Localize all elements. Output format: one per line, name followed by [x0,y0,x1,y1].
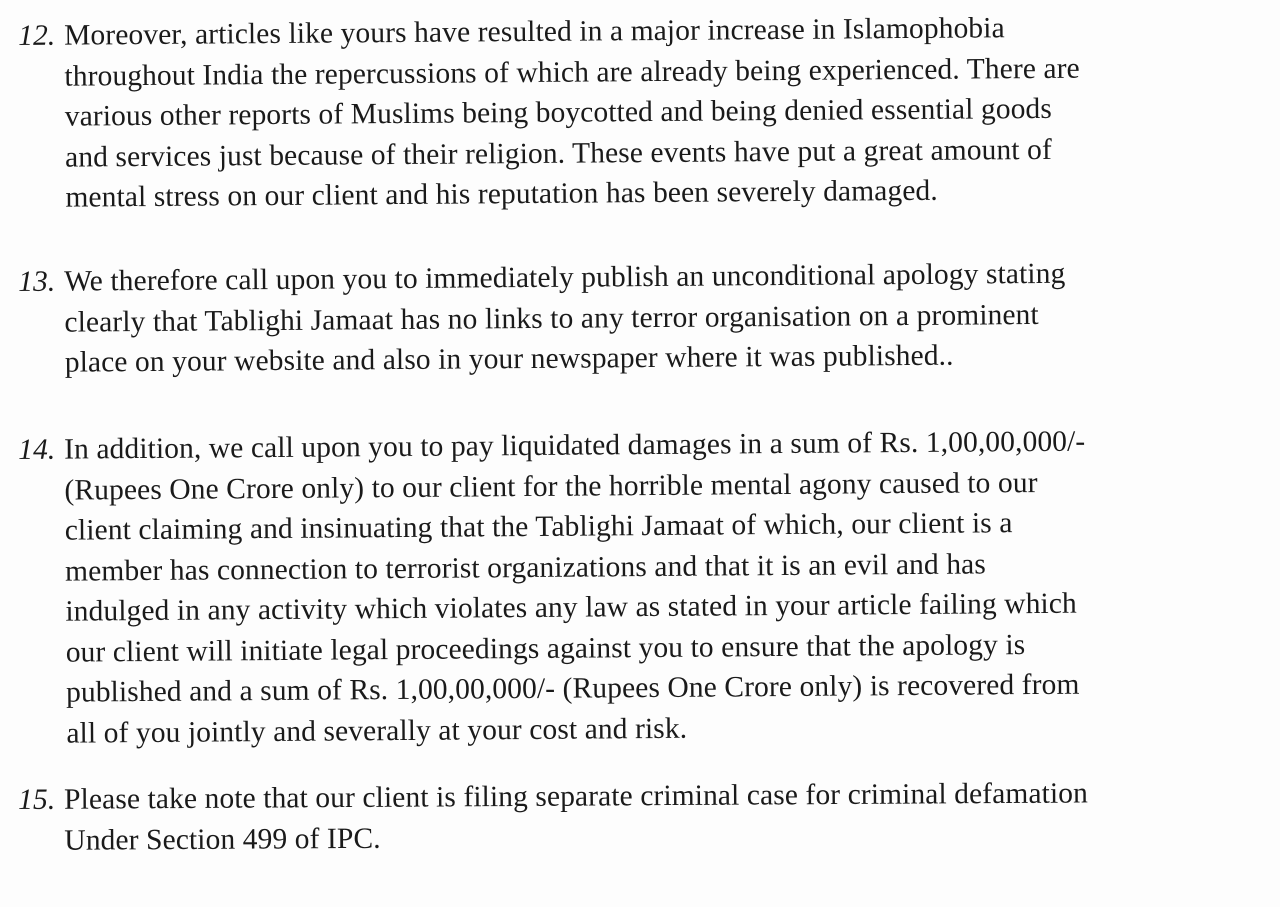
paragraph-text: Moreover, articles like yours have resulted in a major increase in Islamophobia [64,12,1005,52]
paragraph-number: 15. [18,783,56,816]
paragraph-line: Under Section 499 of IPC. [64,822,381,857]
paragraph-line: various other reports of Muslims being boycotted and being denied essential goods [64,92,1053,133]
paragraph-line: and services just because of their religion. These events have put a great amount of [64,133,1052,174]
paragraph-15 [18,772,1268,861]
paragraph-text: Please take note that our client is filing separate criminal case for criminal defamation [64,777,1089,816]
paragraph-line: throughout India the repercussions of which are already being experienced. There are [64,52,1080,93]
paragraph-line: place on your website and also in your newspaper where it was published.. [64,339,954,379]
paragraph-14 [18,420,1271,754]
paragraph-12 [18,6,1270,218]
paragraph-line: all of you jointly and severally at your cost and risk. [66,712,688,750]
paragraph-line [18,772,1268,820]
paragraph-number: 13. [18,265,56,298]
paragraph-line: mental stress on our client and his reputation has been severely damaged. [65,174,938,214]
paragraph-13 [18,252,1269,383]
paragraph-line: our client will initiate legal proceedings against you to ensure that the apology is [65,628,1026,669]
paragraph-number: 12. [18,19,56,52]
paragraph-line: clearly that Tablighi Jamaat has no links to any terror organisation on a prominent [64,298,1039,339]
paragraph-line: indulged in any activity which violates any law as stated in your article failing which [65,587,1077,628]
paragraph-number: 14. [18,433,56,466]
paragraph-line: member has connection to terrorist organizations and that it is an evil and has [64,547,987,588]
paragraph-line: client claiming and insinuating that the Tablighi Jamaat of which, our client is a [64,507,1013,547]
paragraph-line: published and a sum of Rs. 1,00,00,000/- (Rupees One Crore only) is recovered from [65,668,1080,709]
paragraph-text: In addition, we call upon you to pay liquidated damages in a sum of Rs. 1,00,00,000/- [64,425,1086,466]
paragraph-line: (Rupees One Crore only) to our client for the horrible mental agony caused to our [64,466,1038,507]
paragraph-text: We therefore call upon you to immediately publish an unconditional apology stating [64,257,1066,298]
